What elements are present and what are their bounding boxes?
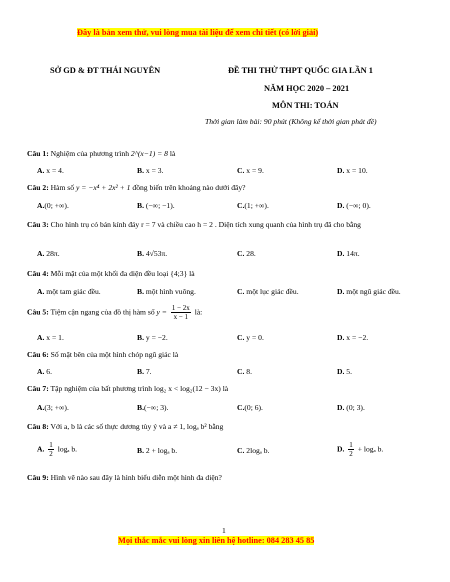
answer-b: B. 2 + logₐ b. [137,446,178,455]
question-expr: 2^(x−1) = 8 [130,149,168,158]
answer-b: B. 4√53π. [137,249,168,258]
question-text: Hàm số [50,183,75,192]
fraction: $\frac{1}{2}$ [49,441,53,458]
answer-b: B. (−∞; −1). [137,201,175,210]
question-label: Câu 7: [27,384,49,393]
answer-c: C. 8. [237,367,252,376]
answer-a: A. một tam giác đều. [37,287,101,296]
answer-d: D. x = 10. [337,166,368,175]
answer-b: B.(−∞; 3). [137,403,169,412]
answer-a: A.(3; +∞). [37,403,69,412]
answer-c: C.(0; 6). [237,403,263,412]
question-text: Tiệm cận ngang của đồ thị hàm số [50,307,155,317]
answer-b: B. y = −2. [137,333,168,342]
answer-b: B. 7. [137,367,152,376]
question-text: Mỗi mặt của một khối đa diện đều loại [50,269,169,278]
question-text: Với a, b là các số thực dương tùy ý và a ≠ 1, logₐ b² bằng [50,422,224,431]
subject: MÔN THI: TOÁN [272,101,339,110]
question-text-after: là: [194,307,203,317]
question-4 [27,269,195,278]
hotline-banner: Mọi thắc mắc vui lòng xin liên hệ hotline: 084 283 45 85 [118,536,315,545]
question-7 [27,384,228,393]
answer-c: C. 28. [237,249,256,258]
question-expr: log₂ x < log₂(12 − 3x) [153,384,221,393]
answer-a: A. 28π. [37,249,60,258]
question-expr: y = −x⁴ + 2x² + 1 [75,183,131,192]
question-text: Nghiệm của phương trình [50,149,129,158]
answer-d: D. (−∞; 0). [337,201,371,210]
question-3 [27,220,432,230]
question-label: Câu 1: [27,149,49,158]
question-5 [27,304,202,321]
answer-d: D. 5. [337,367,352,376]
answer-b: B. một hình vuông. [137,287,196,296]
answer-a: A. x = 1. [37,333,64,342]
question-label: Câu 5: [27,307,49,317]
exam-title: ĐỀ THI THỬ THPT QUỐC GIA LẦN 1 [228,66,373,75]
answer-a: A. $\frac{1}{2}$ logₐ b. [37,441,78,458]
fraction: $\frac{1}{2}$ [349,441,353,458]
answer-d: D. (0; 3). [337,403,365,412]
answer-d: D. $\frac{1}{2}$ + logₐ b. [337,441,384,458]
question-label: Câu 4: [27,269,49,278]
answer-a: A. x = 4. [37,166,64,175]
question-text: Tập nghiệm của bất phương trình [50,384,153,393]
page-number: 1 [222,526,226,535]
question-text-after: đồng biến trên khoảng nào dưới đây? [132,183,246,192]
question-expr: y = [156,307,167,317]
question-text-after: là [189,269,195,278]
fraction: $\frac{1 - 2x}{x - 1}$ [171,304,190,321]
school-year: NĂM HỌC 2020 – 2021 [264,84,350,93]
question-9 [27,473,222,482]
question-8 [27,422,223,431]
preview-banner: Đây là bản xem thử, vui lòng mua tài liệu để xem chi tiết (có lời giải) [77,28,319,37]
answer-a: A. 6. [37,367,52,376]
question-text-after: là [169,149,176,158]
question-label: Câu 6: [27,350,49,359]
answer-c: C. x = 9. [237,166,264,175]
answer-c: C.(1; +∞). [237,201,269,210]
question-label: Câu 2: [27,183,49,192]
answer-b: B. x = 3. [137,166,164,175]
question-text: Cho hình trụ có bán kính đáy r = 7 và chiều cao h = 2 . Diện tích xung quanh của hình trụ đã cho bằng [50,220,361,229]
question-1 [27,149,175,158]
question-label: Câu 9: [27,473,49,482]
answer-c: C. 2logₐ b. [237,446,270,455]
question-expr: {4;3} [170,269,188,278]
question-6 [27,350,178,359]
school-name: SỞ GD & ĐT THÁI NGUYÊN [50,66,161,75]
question-text: Số mặt bên của một hình chóp ngũ giác là [50,350,179,359]
answer-c: C. y = 0. [237,333,264,342]
time-limit: Thời gian làm bài: 90 phút (Không kể thời gian phát đề) [205,117,377,126]
answer-a: A.(0; +∞). [37,201,69,210]
question-2 [27,183,246,192]
answer-d: D. 14π. [337,249,360,258]
question-text: Hình vẽ nào sau đây là hình biểu diễn một hình đa diện? [50,473,222,482]
answer-d: D. x = −2. [337,333,369,342]
answer-d: D. một ngũ giác đều. [337,287,401,296]
question-text-after: là [222,384,229,393]
question-label: Câu 3: [27,220,49,229]
question-label: Câu 8: [27,422,49,431]
answer-c: C. một lục giác đều. [237,287,299,296]
